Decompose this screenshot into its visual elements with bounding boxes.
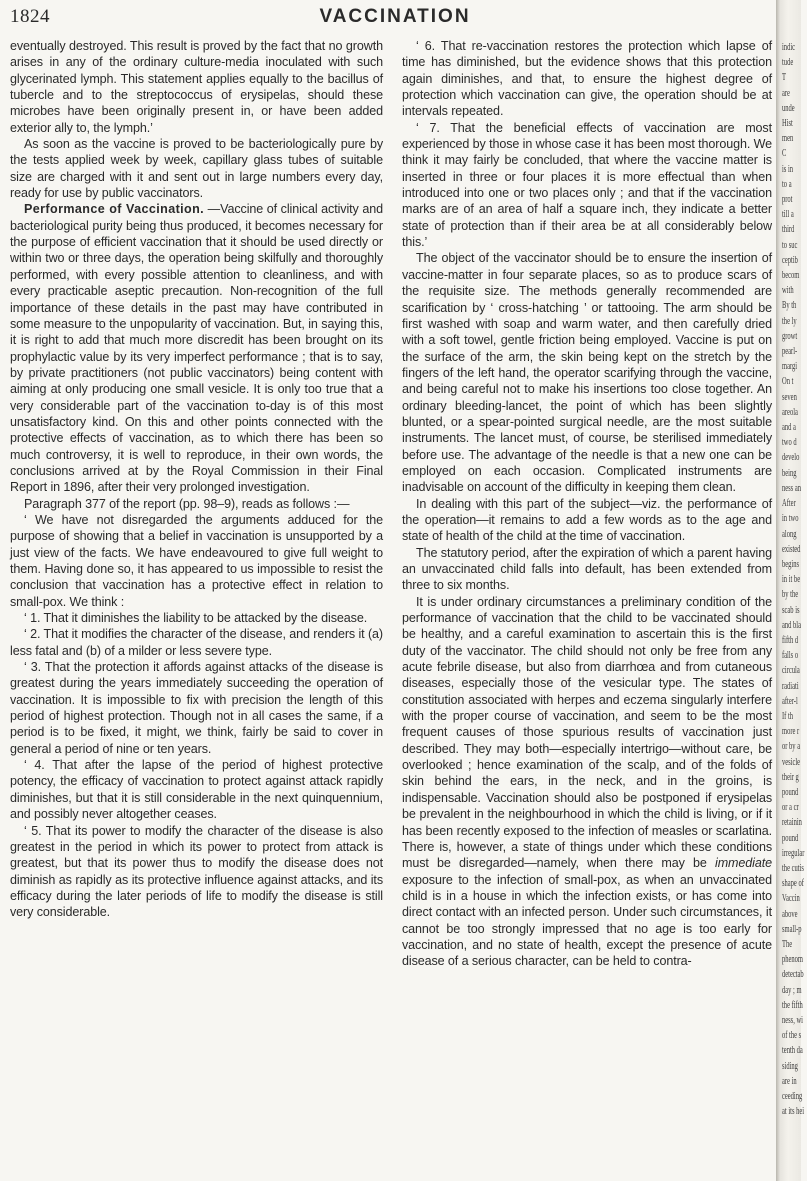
quote-paragraph: ‘ 2. That it modifies the character of the disease, and renders it (a) less fatal and (b) of a milder or less severe type. [10, 627, 383, 658]
edge-fragment: phenom [782, 954, 803, 966]
section-body: —Vaccine of clinical activity and bacteriological purity being thus produced, it becomes necessary for the purpose of efficient vaccination that it should be used directly or within two or three days, the operation being skilfully and thoroughly performed, with every possible attention to cleanliness, and with every practicable aseptic precaution. Non-recognition of the full importance of these details in the past may have contributed in some measure to the unpopularity of vaccination. But, in saying this, it is right to add that much more discredit has been brought on its prophylactic value by its very imperfect performance ; that is to say, by private practitioners (not public vaccinators) being content with aiming at only producing one small vesicle. It is only too true that a very considerable part of the vaccination to-day is of this most unsatisfactory kind. On this and other points connected with the protective effects of vaccination, as to which there has been so much controversy, it is well to reproduce, in their own words, the conclusions arrived at by the Royal Commission in their Final Report in 1896, after their very prolonged investigation. [10, 202, 383, 495]
edge-fragment: circula [782, 665, 800, 677]
right-column [402, 38, 772, 1178]
edge-fragment: develo [782, 452, 800, 464]
edge-fragment: is in [782, 163, 794, 175]
next-page-edge [776, 0, 805, 1181]
paragraph: The statutory period, after the expiration of which a parent having an unvaccinated child falls into default, has been extended from three to six months. [402, 545, 772, 593]
edge-fragment: ness, wi [782, 1015, 803, 1026]
edge-fragment: at its hei [782, 1106, 805, 1118]
edge-fragment: to a [782, 178, 792, 190]
edge-fragment: indic [782, 42, 796, 53]
edge-fragment: margi [782, 361, 798, 373]
edge-fragment: with [782, 285, 794, 297]
edge-text-fragments [782, 40, 807, 1119]
quote-paragraph: ‘ 6. That re-vaccination restores the protection which lapse of time has diminished, but the evidence shows that this protection again diminishes, and that, to ensure the highest degree of protection which vaccination can give, the operation should be at intervals repeated. [402, 39, 772, 119]
edge-fragment: after-l [782, 695, 798, 707]
edge-fragment: After [782, 498, 796, 510]
section-paragraph [10, 201, 383, 495]
quote-paragraph: ‘ We have not disregarded the arguments adduced for the purpose of showing that a belief in vaccination is unsupported by a just view of the facts. We have endeavoured to give full weight to them. Having done so, it has appeared to us impossible to resist the conclusion that vaccination has a protective effect in relation to small-pox. We think : [10, 512, 383, 609]
edge-fragment: tenth da [782, 1045, 803, 1057]
edge-fragment: pearl- [782, 346, 798, 358]
edge-fragment: radiati [782, 680, 799, 692]
edge-fragment: are in [782, 1075, 797, 1087]
edge-fragment: irregular [782, 847, 805, 859]
edge-fragment: existed [782, 543, 801, 555]
edge-fragment: detectab [782, 969, 804, 981]
edge-fragment: ceptib [782, 254, 798, 266]
edge-fragment: third [782, 224, 795, 236]
edge-fragment: in two [782, 513, 799, 525]
edge-fragment: seven [782, 391, 797, 403]
edge-fragment: begins [782, 558, 800, 570]
edge-fragment: small-p [782, 923, 802, 935]
edge-fragment: By th [782, 300, 797, 312]
edge-fragment: ness an [782, 482, 801, 494]
page-number: 1824 [10, 6, 50, 27]
edge-fragment: being [782, 467, 797, 479]
edge-fragment: pound [782, 786, 799, 798]
quote-paragraph: ‘ 5. That its power to modify the character of the disease is also greatest in the period in which its power to protect from attack is greatest, but that its power thus to modify the disease does not diminish as rapidly as its protective influence against attacks, and its efficacy during the later periods of life to modify the disease is still very considerable. [10, 823, 383, 920]
italic-word: immediate [715, 856, 772, 871]
edge-fragment: shape of [782, 878, 804, 890]
edge-fragment: the ly [782, 315, 797, 327]
edge-fragment: or a cr [782, 802, 799, 814]
edge-fragment: till a [782, 209, 794, 221]
paragraph-text: It is under ordinary circumstances a preliminary condition of the performance of vaccination that the child to be vaccinated should be healthy, and a careful examination to ascertain this is the first duty of the vaccinator. The child should not only be free from any acute febrile disease, but also from diarrhœa and from cutaneous diseases, especially those of the vesicular type. The states of constitution associated with herpes and eczema singularly interfere with the proper course of vaccination, and seem to be the most frequent causes of those spurious results of vaccination just described. They may both—especially intertrigo—without care, be overlooked ; hence examination of the scalp, and of the folds of skin behind the ears, in the neck, and in the groins, is indispensable. Vaccination should also be postponed if erysipelas be prevalent in the neighbourhood in which the child is living, or if it has been recently exposed to the infection of measles or scarlatina. There is, however, a state of things under which these conditions must be disregarded—namely, when there may be [402, 594, 772, 871]
edge-fragment: men [782, 133, 794, 145]
edge-fragment: scab is [782, 604, 800, 616]
edge-fragment: their g [782, 771, 799, 783]
edge-fragment: siding [782, 1060, 798, 1072]
edge-fragment: pound [782, 832, 799, 844]
edge-fragment: Vaccin [782, 893, 800, 905]
edge-fragment: the fifth [782, 999, 803, 1011]
edge-fragment: day ; m [782, 984, 802, 996]
edge-fragment: in it be [782, 574, 801, 586]
edge-fragment: If th [782, 710, 794, 722]
section-heading: Performance of Vaccination. [24, 202, 205, 217]
edge-fragment: of the s [782, 1030, 802, 1042]
edge-fragment: along [782, 528, 797, 540]
edge-fragment: more r [782, 726, 800, 738]
edge-fragment: fifth d [782, 634, 799, 646]
edge-fragment: vesicle [782, 756, 801, 768]
edge-fragment: two d [782, 437, 797, 449]
edge-fragment: by the [782, 589, 799, 601]
page-header [0, 6, 770, 28]
edge-fragment: unde [782, 102, 795, 114]
edge-fragment: areola [782, 406, 798, 418]
quote-paragraph: ‘ 7. That the beneficial effects of vaccination are most experienced by those in whose case it has been most thorough. We think it may fairly be concluded, that where the vaccine matter is inserted in three or four places it is more effectual than when introduced into one or two places only ; and that if the vaccination marks are of an area of half a square inch, they indicate a better state of protection than if their area be at all considerably below this.’ [402, 120, 773, 250]
running-title: VACCINATION [319, 6, 471, 27]
paragraph: In dealing with this part of the subject—viz. the performance of the operation—it remains to add a few words as to the age and state of health of the child at the time of vaccination. [402, 496, 772, 544]
paragraph-text: exposure to the infection of small-pox, as when an unvaccinated child is in a house in which the infection exists, or has come into direct contact with an infected person. Under such circumstances, it cannot be too strongly impressed that no age is too early for vaccination, and no state of health, except the presence of acute disease of a serious character, can be held to contra- [402, 872, 772, 969]
edge-fragment: Hist [782, 118, 793, 130]
edge-fragment: becom [782, 270, 800, 282]
paragraph: The object of the vaccinator should be to ensure the insertion of vaccine-matter in four separate places, so as to produce scars of the requisite size. The methods generally recommended are scarification by ‘ cross-hatching ’ or tattooing. The arm should be first washed with soap and warm water, and then carefully dried with a soft towel, gentle friction being employed. Vaccine is put on the surface of the arm, the skin being kept on the stretch by the fingers of the left hand, the operator scarifying through the vaccine, and being careful not to make his insertions too close together. An ordinary bleeding-lancet, the point of which has been slightly blunted, or a spear-pointed surgical needle, are the most suitable instruments. The lancet must, of course, be sterilised immediately before use. The advantage of the needle is that a new one can be employed on each occasion. Complicated instruments are inadvisable on account of the difficulty in keeping them clean. [402, 251, 772, 495]
edge-fragment: C [782, 148, 787, 160]
edge-fragment: and bla [782, 619, 801, 631]
quote-paragraph: ‘ 1. That it diminishes the liability to be attacked by the disease. [24, 611, 368, 626]
edge-fragment: prot [782, 194, 793, 206]
paragraph: eventually destroyed. This result is proved by the fact that no growth arises in any of the ordinary culture-media inoculated with such glycerinated lymph. This statement applies equally to the bacillus of tubercle and to the streptococcus of erysipelas, should these microbes have been originally present in, or have been added exterior ally to, the lymph.’ [10, 39, 383, 135]
edge-fragment: or by a [782, 741, 801, 753]
quote-paragraph: ‘ 3. That the protection it affords against attacks of the disease is greatest during the years immediately succeeding the operation of vaccination. It is impossible to fix with precision the length of this period of highest protection. Though not in all cases the same, if a period is to be fixed, it might, we think, fairly be said to cover in general a period of nine or ten years. [10, 660, 383, 756]
left-column [10, 38, 383, 1178]
edge-fragment: to suc [782, 239, 798, 251]
paragraph [402, 594, 772, 970]
edge-fragment: and a [782, 422, 796, 434]
edge-fragment: are [782, 87, 790, 99]
edge-fragment: growt [782, 330, 798, 342]
quote-paragraph: ‘ 4. That after the lapse of the period of highest protective potency, the efficacy of vaccination to protect against attack rapidly diminishes, but that it is still considerable in the next quinquennium, and possibly never altogether ceases. [10, 758, 383, 822]
edge-fragment: falls o [782, 650, 799, 662]
edge-fragment: the cutis [782, 862, 804, 874]
edge-fragment: above [782, 908, 798, 920]
edge-fragment: The [782, 938, 793, 950]
paragraph: As soon as the vaccine is proved to be bacteriologically pure by the tests applied week by week, capillary glass tubes of suitable size are charged with it and sent out in large numbers every day, ready for use by public vaccinators. [10, 137, 383, 201]
edge-fragment: T [782, 72, 786, 84]
edge-fragment: tude [782, 57, 794, 69]
paragraph: Paragraph 377 of the report (pp. 98–9), reads as follows :— [24, 496, 350, 511]
edge-fragment: retainin [782, 817, 802, 829]
edge-fragment: ceeding [782, 1091, 803, 1103]
edge-fragment: On t [782, 376, 794, 388]
